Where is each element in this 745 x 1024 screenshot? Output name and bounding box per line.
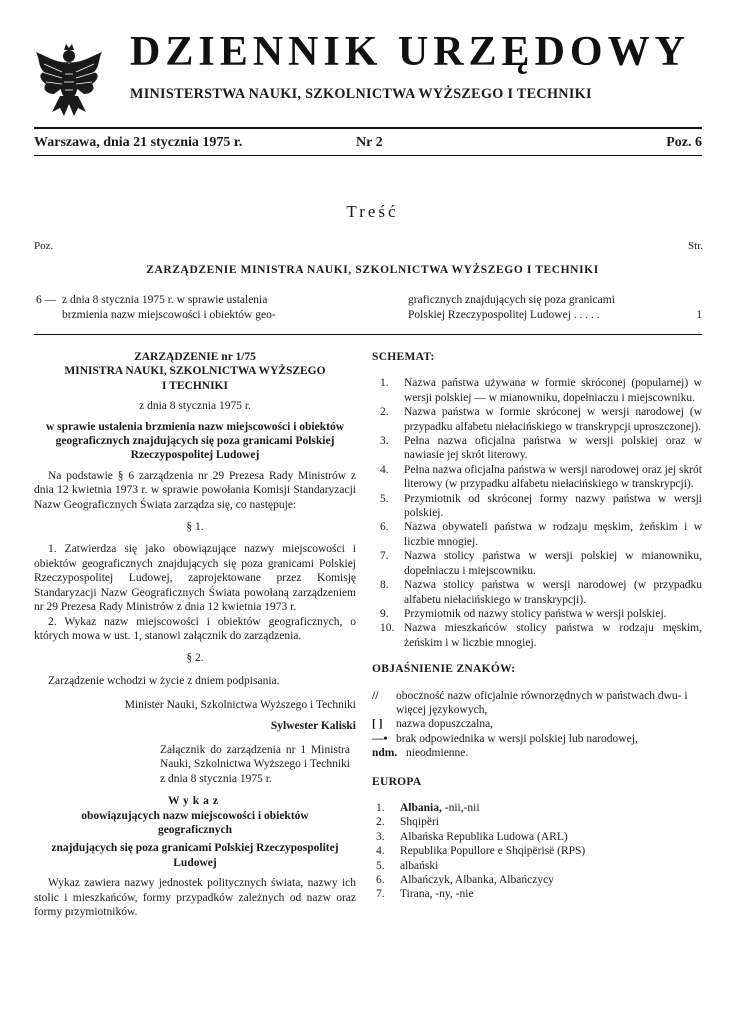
paragraph-1-point-1: 1. Zatwierdza się jako obowiązujące nazwy miejscowości i obiektów geograficznych znajdujących się poza granicami Polskiej Rzeczypospolitej Ludowej, zaprojektowane przez Komisję Standaryzacji Nazw Geograficznych Świata powołaną zarządzeniem nr 29 Prezesa Rady Ministrów z dnia 12 kwietnia 1973 r. [34, 543, 356, 614]
contents-entry-text-2: brzmienia nazw miejscowości i obiektów geo- [62, 309, 276, 321]
order-heading-3: I TECHNIKI [162, 379, 228, 392]
wykaz-subheading-1: obowiązujących nazw miejscowości i obiektów geograficznych [81, 809, 309, 836]
europa-heading: EUROPA [372, 775, 422, 788]
schemat-item: 7. Nazwa stolicy państwa w wersji polskiej w mianowniku, dopełniaczu i miejscowniku. [380, 550, 702, 577]
sign-item: // oboczność nazw oficjalnie równorzędnych w państwach dwu- i więcej językowych, [372, 689, 688, 716]
right-column [372, 350, 702, 902]
schemat-list [372, 376, 702, 650]
order-date: z dnia 8 stycznia 1975 r. [139, 400, 251, 413]
order-subject: w sprawie ustalenia brzmienia nazw miejscowości i obiektów geograficznych znajdujących się poza granicami Polskiej Rzeczypospolitej Ludowej [45, 420, 345, 462]
europa-item: 7. Tirana, -ny, -nie [376, 888, 474, 901]
europa-item: 6. Albańczyk, Albanka, Albańczycy [376, 874, 554, 886]
issue-position: Poz. 6 [666, 135, 702, 150]
sign-item: —• brak odpowiednika w wersji polskiej lub narodowej, [372, 732, 638, 745]
dateline [34, 135, 702, 151]
europa-item: 2. Shqipëri [376, 816, 439, 829]
contents-entry-number: 6 — [36, 294, 57, 306]
paragraph-1-heading: § 1. [186, 521, 204, 534]
issue-number: Nr 2 [356, 135, 383, 150]
schemat-item: 4. Pełna nazwa oficjalna państwa w wersji narodowej oraz jej skrót literowy (w przypadku alfabetu niełacińskiego w transkrypcji). [380, 463, 702, 491]
wykaz-heading: Wykaz [167, 795, 223, 808]
sign-item: [ ] nazwa dopuszczalna, [372, 718, 494, 731]
schemat-item: 1. Nazwa państwa używana w formie skróconej (popularnej) w wersji polskiej — w mianowniku, dopełniaczu i miejscowniku. [380, 377, 702, 404]
sign-item: ndm. nieodmienne. [372, 747, 469, 760]
schemat-item: 10. Nazwa mieszkańców stolicy państwa w rodzaju męskim, żeńskim i w liczbie mnogiej. [380, 622, 702, 649]
minister-signature: Sylwester Kaliski [270, 719, 356, 732]
contents-entry-page: 1 [696, 309, 702, 321]
signs-heading: OBJAŚNIENIE ZNAKÓW: [372, 663, 516, 676]
paragraph-2-text: Zarządzenie wchodzi w życie z dniem podpisania. [48, 674, 280, 687]
masthead-subtitle: MINISTERSTWA NAUKI, SZKOLNICTWA WYŻSZEGO I TECHNIKI [130, 86, 592, 102]
contents-entry-text-4: Polskiej Rzeczypospolitej Ludowej . . . . . [408, 309, 600, 321]
europa-item: 3. Albańska Republika Ludowa (ARL) [376, 830, 568, 843]
europa-item: 1. Albania, -nii,-nii [376, 801, 480, 814]
europa-list [372, 801, 702, 902]
annex-note: Załącznik do zarządzenia nr 1 Ministra Nauki, Szkolnictwa Wyższego i Techniki z dnia 8 stycznia 1975 r. [160, 743, 350, 785]
contents-entry-right [408, 293, 702, 323]
schemat-item: 3. Pełna nazwa oficjalna państwa w wersji polskiej oraz w nawiasie jej skrót literowy. [380, 435, 702, 462]
contents-rule [34, 334, 702, 335]
contents-poz-label: Poz. [34, 240, 54, 252]
contents-heading: Treść [346, 202, 399, 221]
paragraph-1-point-2: 2. Wykaz nazw miejscowości i obiektów geograficznych, o których mowa w ust. 1, stanowi załącznik do zarządzenia. [34, 615, 356, 642]
order-heading-2: MINISTRA NAUKI, SZKOLNICTWA WYŻSZEGO [64, 365, 326, 378]
europa-item: 4. Republika Popullore e Shqipërisë (RPS) [376, 845, 586, 858]
left-column [34, 350, 356, 919]
schemat-item: 2. Nazwa państwa w formie skróconej w wersji narodowej (w przypadku alfabetu niełacińskiego w transkrypcji uproszczonej). [380, 406, 702, 433]
eagle-emblem-icon [34, 42, 104, 118]
wykaz-intro: Wykaz zawiera nazwy jednostek politycznych świata, nazwy ich stolic i mieszkańców, formy przypadków zależnych od nazw oraz formy przymiotników. [34, 877, 356, 918]
masthead-rule-bottom [34, 155, 702, 156]
schemat-item: 6. Nazwa obywateli państwa w rodzaju męskim, żeńskim i w liczbie mnogiej. [380, 521, 702, 548]
schemat-heading: SCHEMAT: [372, 351, 435, 363]
minister-title: Minister Nauki, Szkolnictwa Wyższego i Techniki [124, 699, 356, 712]
contents-entry-text-1: z dnia 8 stycznia 1975 r. w sprawie ustalenia [62, 294, 268, 306]
order-heading-1: ZARZĄDZENIE nr 1/75 [134, 351, 256, 363]
schemat-item: 9. Przymiotnik od nazwy stolicy państwa w wersji polskiej. [380, 607, 667, 620]
signs-list [372, 689, 702, 761]
wykaz-subheading-2: znajdujących się poza granicami Polskiej Rzeczypospolitej Ludowej [51, 842, 339, 869]
masthead-rule-top [34, 127, 702, 129]
paragraph-2-heading: § 2. [186, 652, 204, 665]
masthead-title: DZIENNIK URZĘDOWY [130, 29, 690, 75]
schemat-item: 5. Przymiotnik od skróconej formy nazwy państwa w wersji polskiej. [380, 492, 702, 520]
contents-entry-heading: ZARZĄDZENIE MINISTRA NAUKI, SZKOLNICTWA WYŻSZEGO I TECHNIKI [146, 264, 599, 276]
contents-entry-text-3: graficznych znajdujących się poza granicami [408, 294, 615, 306]
order-preamble: Na podstawie § 6 zarządzenia nr 29 Prezesa Rady Ministrów z dnia 12 kwietnia 1973 r. w sprawie powołania Komisji Standaryzacji Nazw Geograficznych Świata zarządza się, co następuje: [34, 469, 356, 511]
issue-date: Warszawa, dnia 21 stycznia 1975 r. [34, 135, 243, 150]
europa-item: 5. albański [376, 859, 439, 872]
contents-entry-left [36, 293, 356, 323]
contents-str-label: Str. [688, 240, 703, 252]
schemat-item: 8. Nazwa stolicy państwa w wersji narodowej (w przypadku alfabetu niełacińskiego w transkrypcji). [380, 579, 702, 606]
